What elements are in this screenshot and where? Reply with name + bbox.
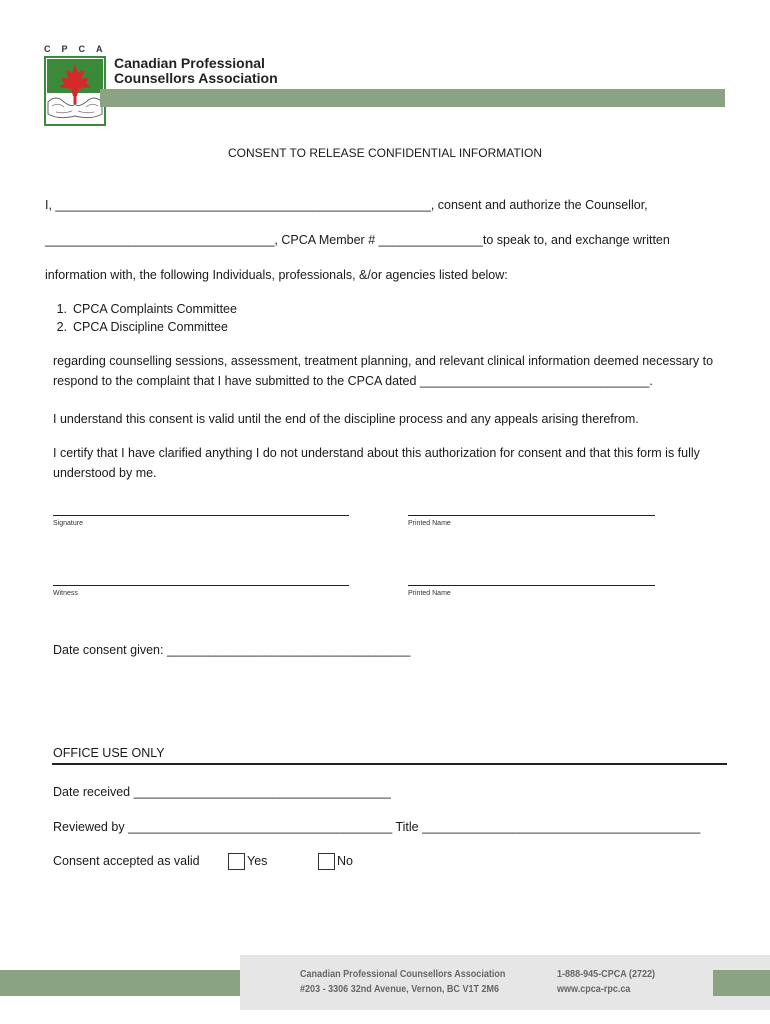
footer-org: Canadian Professional Counsellors Association (300, 968, 506, 980)
consent-line-3: information with, the following Individuals, professionals, &/or agencies listed below: (45, 268, 508, 282)
date-received-blank[interactable]: _____________________________________ (133, 785, 391, 799)
reviewed-by-label: Reviewed by (53, 820, 129, 834)
logo-letters: CPCA (44, 44, 114, 54)
printed-name-label-2: Printed Name (408, 590, 451, 597)
date-received-row (53, 785, 391, 799)
yes-checkbox[interactable] (228, 853, 245, 870)
footer-website[interactable]: www.cpca-rpc.ca (557, 983, 631, 995)
valid-statement: I understand this consent is valid until the end of the discipline process and any appeals arising therefrom. (53, 412, 639, 426)
reviewed-by-row (53, 820, 700, 834)
footer-accent-bar-right (713, 970, 770, 996)
cpca-logo (44, 56, 106, 126)
org-name (114, 56, 278, 86)
list-item-number: 1. (56, 302, 67, 316)
footer-accent-bar-left (0, 970, 240, 996)
witness-line[interactable] (53, 585, 349, 586)
regarding-prefix: respond to the complaint that I have submitted to the CPCA dated (53, 374, 420, 388)
line1-suffix: , consent and authorize the Counsellor, (430, 198, 648, 212)
signature-line[interactable] (53, 515, 349, 516)
consent-line-2 (45, 233, 670, 247)
org-name-line1: Canadian Professional (114, 55, 265, 71)
printed-name-line-2[interactable] (408, 585, 655, 586)
office-use-heading: OFFICE USE ONLY (53, 746, 165, 760)
reviewed-by-blank[interactable]: ______________________________________ (128, 820, 393, 834)
yes-label: Yes (247, 854, 268, 868)
date-consent-row (53, 643, 410, 657)
complaint-date-blank[interactable]: _________________________________ (419, 374, 650, 388)
printed-name-line-1[interactable] (408, 515, 655, 516)
regarding-suffix: . (649, 374, 653, 388)
line2-mid: , CPCA Member # (274, 233, 379, 247)
title-label: Title (392, 820, 423, 834)
certify-line-1: I certify that I have clarified anything I do not understand about this authorization for consent and that this form is fully (53, 446, 700, 460)
org-name-line2: Counsellors Association (114, 70, 278, 86)
name-blank[interactable]: ______________________________________________________ (55, 198, 431, 212)
consent-accepted-label: Consent accepted as valid (53, 854, 200, 868)
list-item (45, 320, 228, 334)
line2-suffix: to speak to, and exchange written (482, 233, 670, 247)
signature-label: Signature (53, 520, 83, 527)
line1-prefix: I, (45, 198, 56, 212)
printed-name-label-1: Printed Name (408, 520, 451, 527)
footer-phone: 1-888-945-CPCA (2722) (557, 968, 656, 980)
no-label: No (337, 854, 353, 868)
certify-line-2: understood by me. (53, 466, 157, 480)
no-checkbox[interactable] (318, 853, 335, 870)
date-consent-label: Date consent given: (53, 643, 167, 657)
list-item-number: 2. (56, 320, 67, 334)
list-item-text: CPCA Complaints Committee (73, 302, 237, 316)
regarding-line-1: regarding counselling sessions, assessment, treatment planning, and relevant clinical information deemed necessary to (53, 354, 714, 368)
date-consent-blank[interactable]: ___________________________________ (166, 643, 411, 657)
witness-label: Witness (53, 590, 78, 597)
title-blank[interactable]: ________________________________________ (422, 820, 701, 834)
office-use-rule (52, 763, 727, 765)
regarding-line-2 (53, 374, 653, 388)
header-accent-bar (100, 89, 725, 107)
list-item-text: CPCA Discipline Committee (73, 320, 228, 334)
member-number-blank[interactable]: _______________ (378, 233, 483, 247)
footer-address: #203 - 3306 32nd Avenue, Vernon, BC V1T 2M6 (300, 983, 500, 995)
counsellor-blank[interactable]: _________________________________ (45, 233, 275, 247)
list-item (45, 302, 237, 316)
consent-line-1 (45, 198, 648, 212)
document-title: CONSENT TO RELEASE CONFIDENTIAL INFORMATION (227, 146, 543, 160)
date-received-label: Date received (53, 785, 134, 799)
